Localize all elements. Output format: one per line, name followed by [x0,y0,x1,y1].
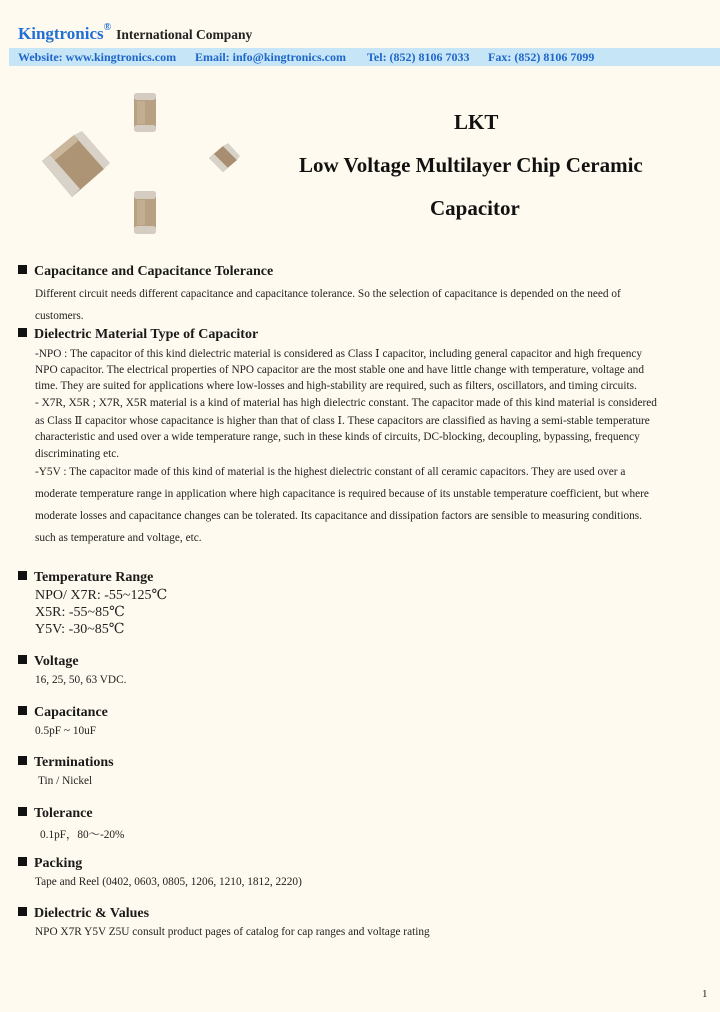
voltage-value: 16, 25, 50, 63 VDC. [35,674,127,686]
paragraph-line: - X7R, X5R ; X7R, X5R material is a kind of material has high dielectric constant. The capacitor made of this kind material is considered [35,397,657,409]
bullet-square-icon [18,807,27,816]
paragraph-line: customers. [35,310,84,322]
page-number: 1 [702,988,708,1000]
contact-bar [9,48,720,66]
product-code-title: LKT [454,110,499,134]
section-heading-dielectric-material: Dielectric Material Type of Capacitor [18,327,258,343]
capacitance-value: 0.5pF ~ 10uF [35,725,97,737]
bullet-square-icon [18,265,27,274]
tolerance-value: 0.1pF，80～-20% [40,829,125,841]
chip-capacitor-image-bottom [130,190,160,236]
company-logo [18,24,252,44]
temperature-npo-x7r: NPO/ X7R: -55~125℃ [35,588,168,603]
paragraph-line: Different circuit needs different capacitance and capacitance tolerance. So the selection of capacitance is depended on the need of [35,288,621,300]
registered-mark: ® [103,22,112,33]
product-title-line1: Low Voltage Multilayer Chip Ceramic [299,153,643,177]
section-heading-capacitance: Capacitance [18,705,108,721]
temperature-x5r: X5R: -55~85℃ [35,605,125,620]
terminations-value: Tin / Nickel [38,775,93,787]
company-suffix: International Company [116,27,253,42]
chip-capacitor-image-left [34,131,110,205]
paragraph-line: moderate losses and capacitance changes can be tolerated. Its capacitance and dissipation factors are sensible to measuring conditions. [35,510,642,522]
dielectric-values-text: NPO X7R Y5V Z5U consult product pages of catalog for cap ranges and voltage rating [35,926,430,938]
packing-value: Tape and Reel (0402, 0603, 0805, 1206, 1210, 1812, 2220) [35,876,302,888]
section-heading-capacitance-tolerance: Capacitance and Capacitance Tolerance [18,264,273,280]
chip-capacitor-image-top [130,92,160,134]
website-link[interactable]: Website: www.kingtronics.com [18,50,177,64]
bullet-square-icon [18,857,27,866]
bullet-square-icon [18,655,27,664]
brand-name: Kingtronics [18,24,104,43]
bullet-square-icon [18,907,27,916]
section-heading-temperature-range: Temperature Range [18,570,153,586]
paragraph-line: such as temperature and voltage, etc. [35,532,202,544]
section-heading-voltage: Voltage [18,654,79,670]
section-heading-dielectric-values: Dielectric & Values [18,906,149,922]
paragraph-line: discriminating etc. [35,448,120,460]
chip-capacitor-image-right [205,142,241,178]
tel-text: Tel: (852) 8106 7033 [367,50,470,64]
paragraph-line: moderate temperature range in application where high capacitance is required because of its unstable temperature coefficient, but where [35,488,649,500]
product-title-line2: Capacitor [430,196,520,220]
section-heading-tolerance: Tolerance [18,806,93,822]
paragraph-line: as Class Ⅱ capacitor whose capacitance is higher than that of class Ⅰ. These capacitors are classified as having a semi-stable temperature [35,415,650,427]
paragraph-line: characteristic and used over a wide temperature range, such in these kinds of circuits, DC-blocking, decoupling, bypassing, frequency [35,431,640,443]
section-heading-packing: Packing [18,856,82,872]
bullet-square-icon [18,571,27,580]
paragraph-line: NPO capacitor. The electrical properties of NPO capacitor are the most stable one and have little change with temperature, voltage and [35,364,644,376]
bullet-square-icon [18,706,27,715]
paragraph-line: time. They are suited for applications where low-losses and high-stability are required, such as filters, oscillators, and timing circuits. [35,380,637,392]
email-link[interactable]: Email: info@kingtronics.com [195,50,346,64]
fax-text: Fax: (852) 8106 7099 [488,50,595,64]
paragraph-line: -Y5V : The capacitor made of this kind of material is the highest dielectric constant of all ceramic capacitors. They are used over a [35,466,626,478]
bullet-square-icon [18,328,27,337]
bullet-square-icon [18,756,27,765]
section-heading-terminations: Terminations [18,755,114,771]
temperature-y5v: Y5V: -30~85℃ [35,622,125,637]
paragraph-line: -NPO : The capacitor of this kind dielectric material is considered as Class Ⅰ capacitor, including general capacitor and high frequency [35,348,643,360]
